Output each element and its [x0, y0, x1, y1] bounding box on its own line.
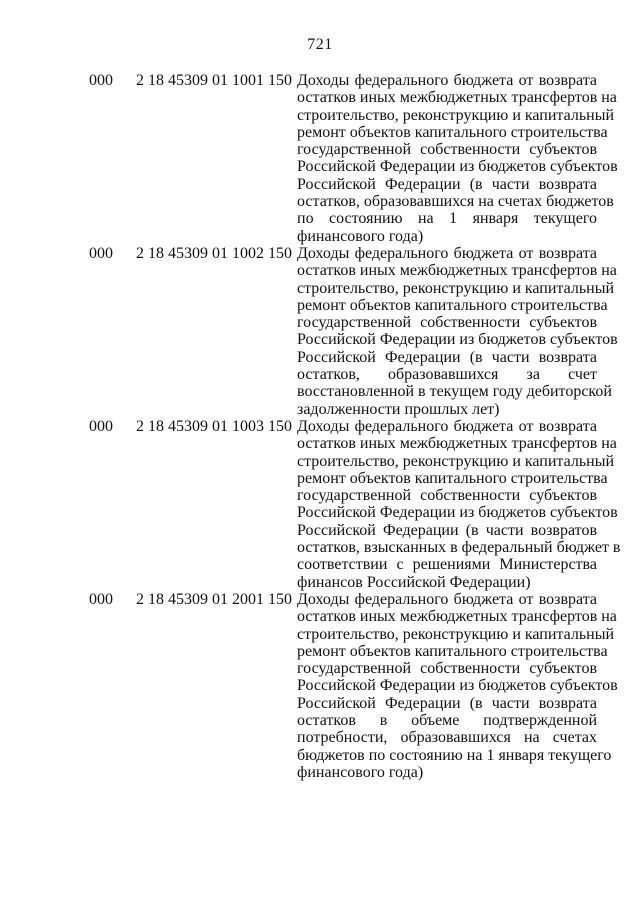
- page-number: 721: [307, 36, 333, 53]
- description-line: Российской Федерации из бюджетов субъектов: [297, 158, 618, 176]
- description-line: финансового года): [297, 227, 424, 245]
- description-line: строительство, реконструкцию и капитальный: [297, 106, 615, 124]
- admin-code: 000: [89, 590, 113, 608]
- description-line: государственной собственности субъектов: [297, 660, 597, 678]
- budget-entry: [0, 72, 640, 245]
- description-line: ремонт объектов капитального строительства: [297, 642, 608, 660]
- entry-description: [297, 417, 621, 591]
- description-line: Доходы федерального бюджета от возврата: [297, 417, 597, 435]
- kbk-code: 2 18 45309 01 1002 150: [136, 244, 292, 262]
- description-line: остатков, образовавшихся на счетах бюджетов: [297, 193, 614, 211]
- description-line: Доходы федерального бюджета от возврата: [297, 590, 597, 608]
- description-line: задолженности прошлых лет): [297, 400, 500, 418]
- description-line: Доходы федерального бюджета от возврата: [297, 244, 597, 262]
- description-line: Российской Федерации из бюджетов субъектов: [297, 331, 618, 349]
- budget-entry: [0, 245, 640, 418]
- description-line: остатков, образовавшихся за счет: [297, 366, 597, 384]
- description-line: остатков иных межбюджетных трансфертов на: [297, 262, 617, 280]
- description-line: соответствии с решениями Министерства: [297, 556, 597, 574]
- description-line: Российской Федерации (в части возврата: [297, 175, 597, 193]
- description-line: остатков, взысканных в федеральный бюджет в: [297, 539, 621, 557]
- kbk-code: 2 18 45309 01 1001 150: [136, 72, 292, 89]
- description-line: финансов Российской Федерации): [297, 573, 531, 591]
- budget-entry: [0, 418, 640, 591]
- kbk-code: 2 18 45309 01 1003 150: [136, 417, 292, 435]
- kbk-code: 2 18 45309 01 2001 150: [136, 590, 292, 608]
- description-line: Российской Федерации (в части возвратов: [297, 521, 597, 539]
- budget-entry: [0, 591, 640, 781]
- description-line: государственной собственности субъектов: [297, 141, 597, 159]
- description-line: потребности, образовавшихся на счетах: [297, 729, 597, 747]
- description-line: восстановленной в текущем году дебиторской: [297, 383, 612, 401]
- description-line: финансового года): [297, 763, 424, 781]
- description-line: остатков иных межбюджетных трансфертов на: [297, 608, 617, 626]
- description-line: ремонт объектов капитального строительства: [297, 296, 608, 314]
- description-line: остатков в объеме подтвержденной: [297, 711, 597, 729]
- description-line: строительство, реконструкцию и капитальный: [297, 452, 615, 470]
- description-line: бюджетов по состоянию на 1 января текущего: [297, 746, 612, 764]
- description-line: ремонт объектов капитального строительства: [297, 123, 608, 141]
- description-line: строительство, реконструкцию и капитальный: [297, 625, 615, 643]
- description-line: строительство, реконструкцию и капитальный: [297, 279, 615, 297]
- entry-description: [297, 590, 618, 781]
- description-line: ремонт объектов капитального строительства: [297, 469, 608, 487]
- description-line: остатков иных межбюджетных трансфертов на: [297, 435, 617, 453]
- description-line: по состоянию на 1 января текущего: [297, 210, 597, 228]
- description-line: государственной собственности субъектов: [297, 314, 597, 332]
- budget-code-list: [0, 72, 640, 781]
- description-line: остатков иных межбюджетных трансфертов на: [297, 89, 617, 107]
- entry-description: [297, 72, 618, 245]
- admin-code: 000: [89, 72, 113, 89]
- admin-code: 000: [89, 417, 113, 435]
- description-line: государственной собственности субъектов: [297, 487, 597, 505]
- entry-description: [297, 244, 618, 418]
- description-line: Доходы федерального бюджета от возврата: [297, 72, 597, 89]
- description-line: Российской Федерации из бюджетов субъектов: [297, 677, 618, 695]
- admin-code: 000: [89, 244, 113, 262]
- description-line: Российской Федерации (в части возврата: [297, 348, 597, 366]
- description-line: Российской Федерации (в части возврата: [297, 694, 597, 712]
- description-line: Российской Федерации из бюджетов субъектов: [297, 504, 618, 522]
